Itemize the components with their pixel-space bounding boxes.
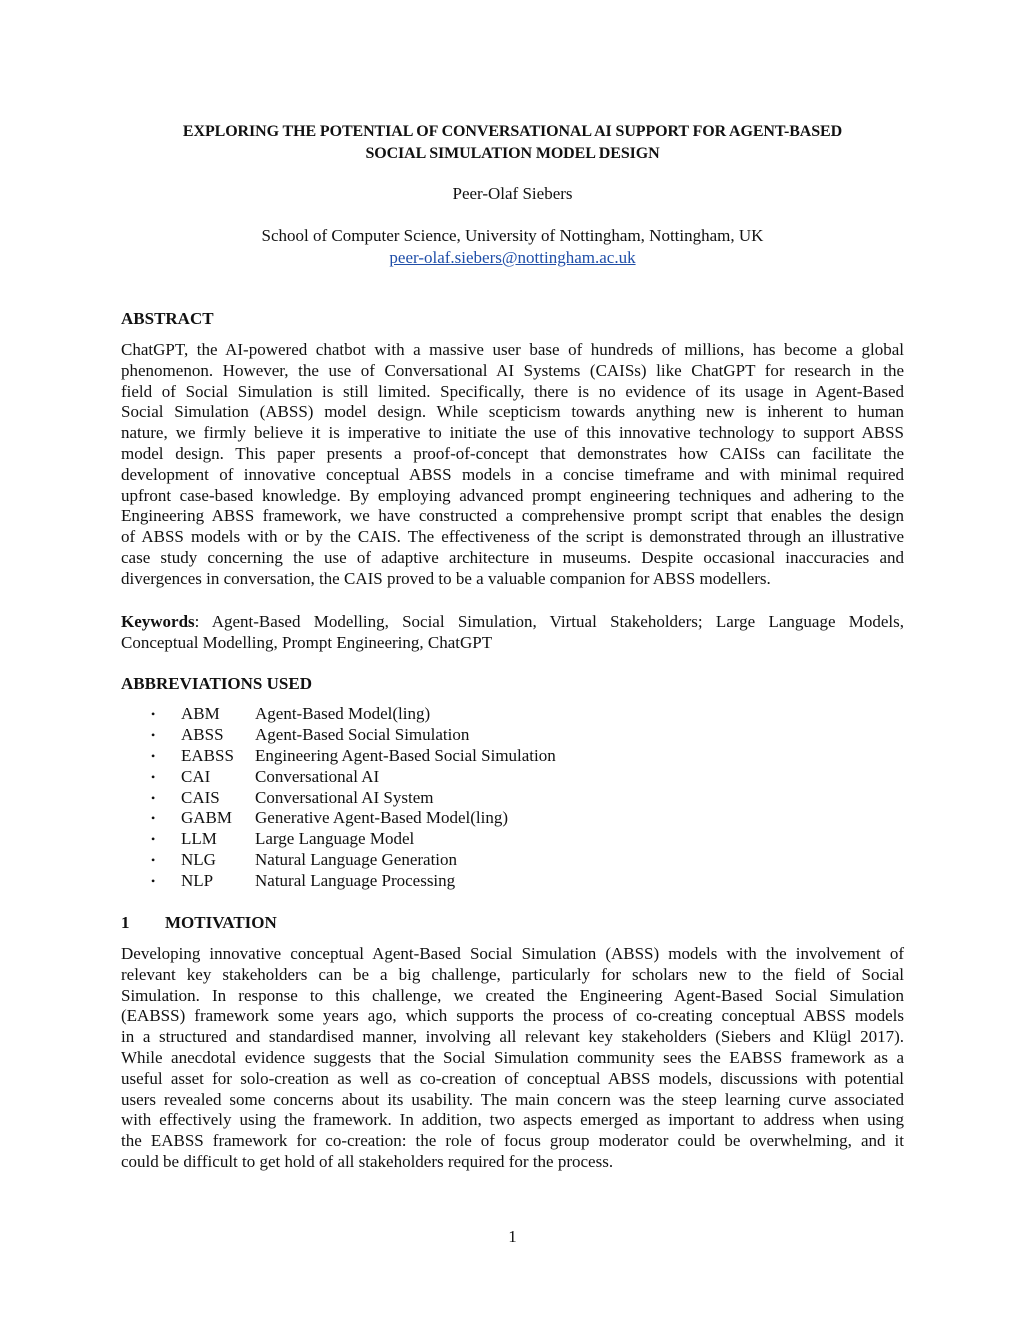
- affiliation-block: [121, 225, 904, 269]
- abstract-line: model design. This paper presents a proof-of-concept that demonstrates how CAISs can facilitate the: [121, 443, 904, 463]
- abbreviation: EABSS: [181, 745, 234, 765]
- motivation-body: [121, 944, 904, 1173]
- abstract-line: field of Social Simulation is still limited. Specifically, there is no evidence of its usage in Agent-Based: [121, 381, 904, 401]
- section-number: 1: [121, 913, 130, 932]
- bullet-icon: •: [151, 748, 156, 763]
- abbreviation-definition: Conversational AI: [255, 766, 380, 786]
- bullet-icon: •: [151, 727, 156, 742]
- bullet-icon: •: [151, 874, 156, 889]
- title-line-2: SOCIAL SIMULATION MODEL DESIGN: [365, 145, 660, 162]
- abbreviation: ABM: [181, 704, 220, 723]
- keywords-line-1: [121, 612, 904, 633]
- abstract-body: [121, 340, 904, 590]
- motivation-line: users revealed some concerns about its usability. The main concern was the steep learning curve associated: [121, 1089, 904, 1109]
- abbreviation-definition: Natural Language Processing: [255, 871, 456, 891]
- author-name: Peer-Olaf Siebers: [452, 184, 573, 203]
- motivation-line: Developing innovative conceptual Agent-Based Social Simulation (ABSS) models with the involvement of: [121, 944, 904, 963]
- author-email-link[interactable]: peer-olaf.siebers@nottingham.ac.uk: [389, 248, 636, 267]
- abbreviation-definition: Natural Language Generation: [255, 850, 458, 870]
- abbreviation-definition: Engineering Agent-Based Social Simulation: [255, 745, 556, 765]
- title-line-1: EXPLORING THE POTENTIAL OF CONVERSATIONAL AI SUPPORT FOR AGENT-BASED: [182, 123, 843, 140]
- page-number: 1: [508, 1227, 517, 1246]
- abstract-line: case study concerning the use of adaptive architecture in museums. Despite occasional inaccuracies and: [121, 547, 904, 567]
- abbreviation: GABM: [181, 808, 233, 828]
- abbreviation: CAI: [181, 766, 211, 786]
- abbreviation-definition: Agent-Based Model(ling): [255, 704, 431, 723]
- abbreviation-definition: Generative Agent-Based Model(ling): [255, 808, 509, 828]
- abbreviations-heading: ABBREVIATIONS USED: [121, 674, 312, 693]
- paper-title: [121, 121, 904, 165]
- abbreviation: ABSS: [181, 724, 224, 744]
- motivation-line: useful asset for solo-creation as well as co-creation of conceptual ABSS models, discussions with potential: [121, 1068, 904, 1088]
- motivation-line: Simulation. In response to this challenge, we created the Engineering Agent-Based Social Simulation: [121, 985, 904, 1005]
- abbreviation-definition: Conversational AI System: [255, 787, 434, 807]
- bullet-icon: •: [151, 707, 156, 721]
- section-heading: [121, 912, 277, 934]
- abstract-line: ChatGPT, the AI-powered chatbot with a massive user base of hundreds of millions, has become a global: [121, 340, 904, 359]
- abbreviation: LLM: [181, 829, 217, 849]
- abstract-line: of ABSS models with or by the CAIS. The effectiveness of the script is demonstrated through an illustrative: [121, 527, 904, 547]
- affiliation: School of Computer Science, University of Nottingham, Nottingham, UK: [261, 226, 764, 245]
- keywords-block: [121, 612, 904, 654]
- abbreviation-definition: Large Language Model: [255, 829, 415, 849]
- abbreviation: CAIS: [181, 787, 220, 807]
- abstract-line: upfront case-based knowledge. By employing advanced prompt engineering techniques and adhering to the: [121, 485, 904, 505]
- abbreviation: NLG: [181, 850, 216, 870]
- motivation-line: While anecdotal evidence suggests that the Social Simulation community sees the EABSS framework as a: [121, 1047, 904, 1067]
- abbreviation-definition: Agent-Based Social Simulation: [255, 724, 470, 744]
- keywords-label: Keywords: [121, 612, 195, 631]
- keywords-text: : Agent-Based Modelling, Social Simulation, Virtual Stakeholders; Large Language Models,: [194, 612, 904, 631]
- abstract-heading: ABSTRACT: [121, 309, 214, 328]
- motivation-line: the EABSS framework for co-creation: the role of focus group moderator could be overwhelming, and it: [121, 1131, 904, 1151]
- section-title: MOTIVATION: [165, 913, 277, 932]
- bullet-icon: •: [151, 832, 156, 847]
- bullet-icon: •: [151, 790, 156, 805]
- bullet-icon: •: [151, 811, 156, 826]
- abstract-line: nature, we firmly believe it is imperative to initiate the use of this innovative technology to support ABSS: [121, 423, 904, 443]
- bullet-icon: •: [151, 853, 156, 868]
- motivation-line: in a structured and standardised manner, involving all relevant key stakeholders (Siebers and Klügl 2017).: [121, 1027, 904, 1047]
- paper-page: [121, 0, 904, 1325]
- abstract-line: Engineering ABSS framework, we have constructed a comprehensive prompt script that enables the design: [121, 506, 904, 526]
- keywords-line-2: Conceptual Modelling, Prompt Engineering, ChatGPT: [121, 632, 493, 652]
- motivation-line: with effectively using the framework. In addition, two aspects emerged as important to address when using: [121, 1110, 904, 1130]
- bullet-icon: •: [151, 769, 156, 784]
- abstract-line: Social Simulation (ABSS) model design. While scepticism towards anything new is inherent to human: [121, 402, 904, 422]
- abstract-line: development of innovative conceptual ABSS models in a concise timeframe and with minimal required: [121, 464, 904, 484]
- abstract-line: phenomenon. However, the use of Conversational AI Systems (CAISs) like ChatGPT for research in the: [121, 360, 904, 380]
- abstract-line: divergences in conversation, the CAIS proved to be a valuable companion for ABSS modellers.: [121, 568, 771, 588]
- motivation-line: relevant key stakeholders can be a big challenge, particularly for scholars new to the field of Social: [121, 964, 904, 984]
- motivation-line: (EABSS) framework some years ago, which supports the process of co-creating conceptual ABSS models: [121, 1006, 904, 1026]
- motivation-line: could be difficult to get hold of all stakeholders required for the process.: [121, 1151, 614, 1171]
- abbreviation: NLP: [181, 871, 214, 891]
